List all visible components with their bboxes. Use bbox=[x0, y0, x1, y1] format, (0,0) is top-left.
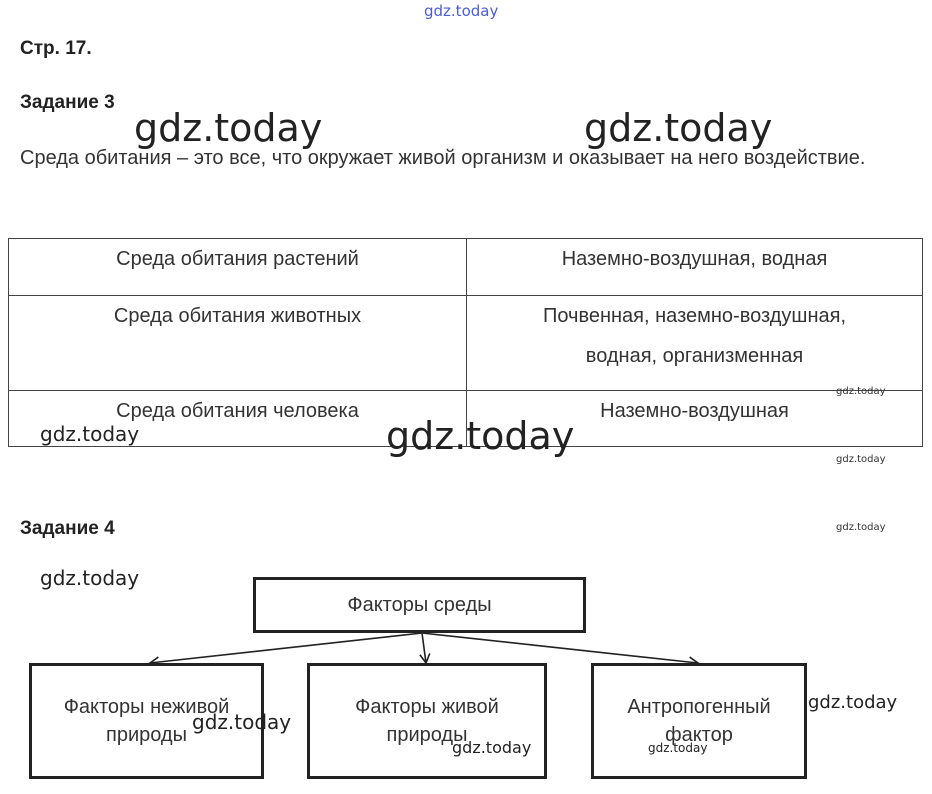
watermark-small: gdz.today bbox=[836, 522, 886, 533]
watermark-small: gdz.today bbox=[836, 454, 886, 465]
table-cell-habitats: Наземно-воздушная, водная bbox=[467, 239, 923, 296]
arrow-to-abiotic bbox=[150, 633, 422, 663]
task4-heading: Задание 4 bbox=[20, 518, 115, 539]
diagram-box-label: Факторы живой природы bbox=[355, 696, 499, 746]
watermark-small: gdz.today bbox=[648, 741, 708, 755]
watermark-top: gdz.today bbox=[424, 2, 499, 20]
watermark-medium: gdz.today bbox=[40, 422, 140, 446]
task3-heading: Задание 3 bbox=[20, 92, 115, 113]
table-cell-subject: Среда обитания растений bbox=[9, 239, 467, 296]
watermark-medium: gdz.today bbox=[808, 692, 898, 713]
diagram-root-label: Факторы среды bbox=[347, 594, 492, 616]
table-cell-habitats: Почвенная, наземно-воздушная, водная, организменная bbox=[467, 296, 923, 391]
watermark-large: gdz.today bbox=[386, 414, 575, 458]
table-cell-subject: Среда обитания животных bbox=[9, 296, 467, 391]
watermark-medium: gdz.today bbox=[40, 566, 140, 590]
diagram-box-label: Факторы неживой природы bbox=[63, 696, 230, 746]
watermark-small: gdz.today bbox=[836, 386, 886, 397]
table-cell-habitats: Наземно-воздушная bbox=[467, 391, 923, 447]
diagram-box-biotic bbox=[307, 663, 547, 779]
watermark-medium: gdz.today bbox=[192, 710, 292, 734]
watermark-large: gdz.today bbox=[584, 106, 773, 150]
diagram-box-anthropogenic bbox=[591, 663, 807, 779]
watermark-medium: gdz.today bbox=[452, 738, 532, 757]
diagram-root-box bbox=[253, 577, 586, 633]
watermark-large: gdz.today bbox=[134, 106, 323, 150]
arrow-to-anthropogenic bbox=[422, 633, 698, 663]
page-label: Стр. 17. bbox=[20, 38, 92, 59]
arrow-to-biotic bbox=[422, 633, 426, 663]
diagram-box-label: Антропогенный фактор bbox=[627, 696, 771, 746]
habitat-definition: Среда обитания – это все, что окружает живой организм и оказывает на него воздействие. bbox=[20, 147, 866, 169]
table-cell-subject: Среда обитания человека bbox=[9, 391, 467, 447]
